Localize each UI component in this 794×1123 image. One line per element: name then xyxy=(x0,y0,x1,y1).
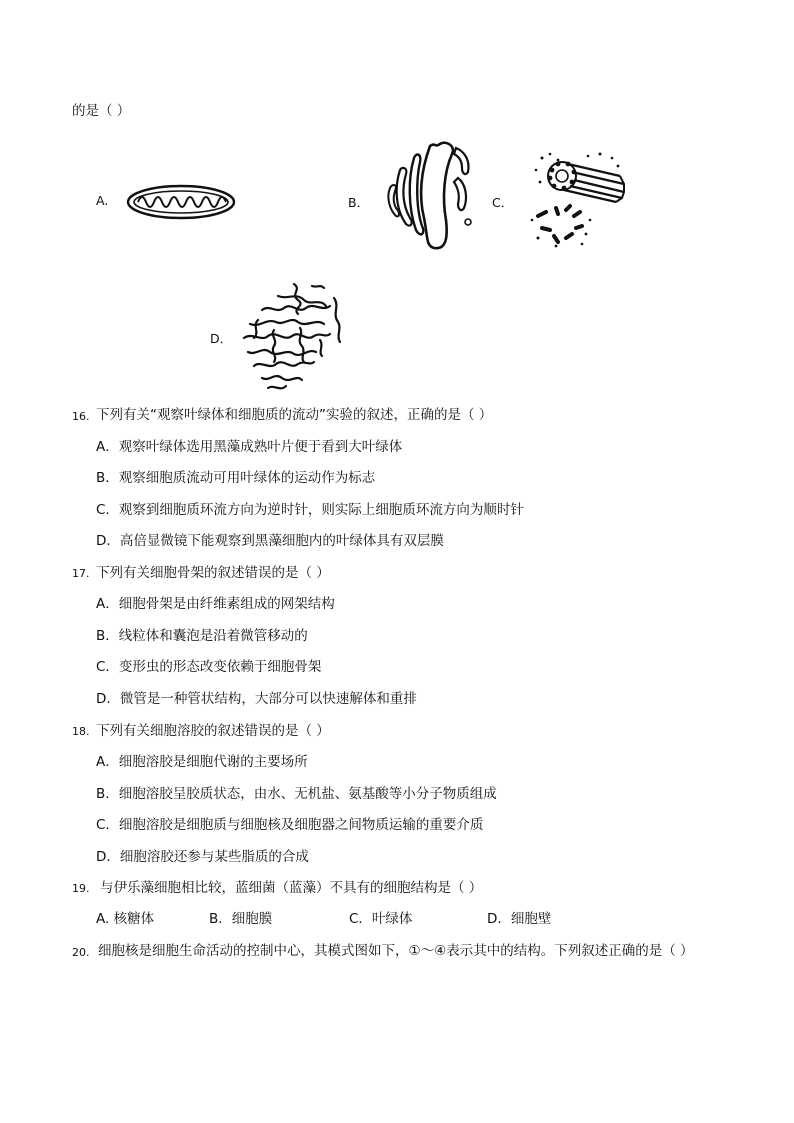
q17-option-b: B．线粒体和囊泡是沿着微管移动的 xyxy=(96,628,308,644)
q15-option-a-label: A. xyxy=(96,193,109,208)
q18-option-b: B．细胞溶胶呈胶质状态，由水、无机盐、氨基酸等小分子物质组成 xyxy=(96,786,497,802)
q18-stem: 下列有关细胞溶胶的叙述错误的是（ ） xyxy=(96,723,330,739)
q15-option-d-label: D． xyxy=(210,331,233,346)
endoplasmic-reticulum-drawing xyxy=(238,280,350,396)
q15-option-b-label: B． xyxy=(348,195,370,210)
q17-stem: 下列有关细胞骨架的叙述错误的是（ ） xyxy=(96,565,330,581)
q15-option-c-label: C． xyxy=(492,195,514,210)
q16-option-c: C．观察到细胞质环流方向为逆时针，则实际上细胞质环流方向为顺时针 xyxy=(96,502,524,518)
mitochondrion-drawing xyxy=(126,184,236,220)
q18-number: 18. xyxy=(72,725,90,738)
q19-option-a: A. 核糖体 xyxy=(96,911,155,927)
q19-stem: 与伊乐藻细胞相比较，蓝细菌（蓝藻）不具有的细胞结构是（ ） xyxy=(100,880,483,896)
q17-number: 17. xyxy=(72,567,90,580)
q19-option-d: D．细胞壁 xyxy=(487,911,552,927)
q16-stem: 下列有关“观察叶绿体和细胞质的流动”实验的叙述，正确的是（ ） xyxy=(96,407,493,423)
q20-stem: 细胞核是细胞生命活动的控制中心，其模式图如下，①～④表示其中的结构。下列叙述正确的是（ ） xyxy=(98,943,694,959)
centriole-drawing xyxy=(528,150,632,250)
q19-option-c: C．叶绿体 xyxy=(349,911,413,927)
q18-option-c: C．细胞溶胶是细胞质与细胞核及细胞器之间物质运输的重要介质 xyxy=(96,817,484,833)
q15-stem-tail: 的是（ ） xyxy=(72,103,131,119)
q18-option-a: A．细胞溶胶是细胞代谢的主要场所 xyxy=(96,754,308,770)
q17-option-d: D．微管是一种管状结构，大部分可以快速解体和重排 xyxy=(96,691,417,707)
q17-option-c: C．变形虫的形态改变依赖于细胞骨架 xyxy=(96,659,322,675)
q17-option-a: A．细胞骨架是由纤维素组成的网架结构 xyxy=(96,596,335,612)
q20-number: 20. xyxy=(72,946,90,959)
q16-option-b: B．观察细胞质流动可用叶绿体的运动作为标志 xyxy=(96,470,376,486)
q19-option-b: B．细胞膜 xyxy=(209,911,273,927)
golgi-apparatus-drawing xyxy=(386,138,478,254)
q19-number: 19. xyxy=(72,882,90,895)
q18-option-d: D．细胞溶胶还参与某些脂质的合成 xyxy=(96,849,309,865)
q16-option-d: D．高倍显微镜下能观察到黑藻细胞内的叶绿体具有双层膜 xyxy=(96,533,444,549)
q16-number: 16. xyxy=(72,410,90,423)
q16-option-a: A．观察叶绿体选用黑藻成熟叶片便于看到大叶绿体 xyxy=(96,439,403,455)
